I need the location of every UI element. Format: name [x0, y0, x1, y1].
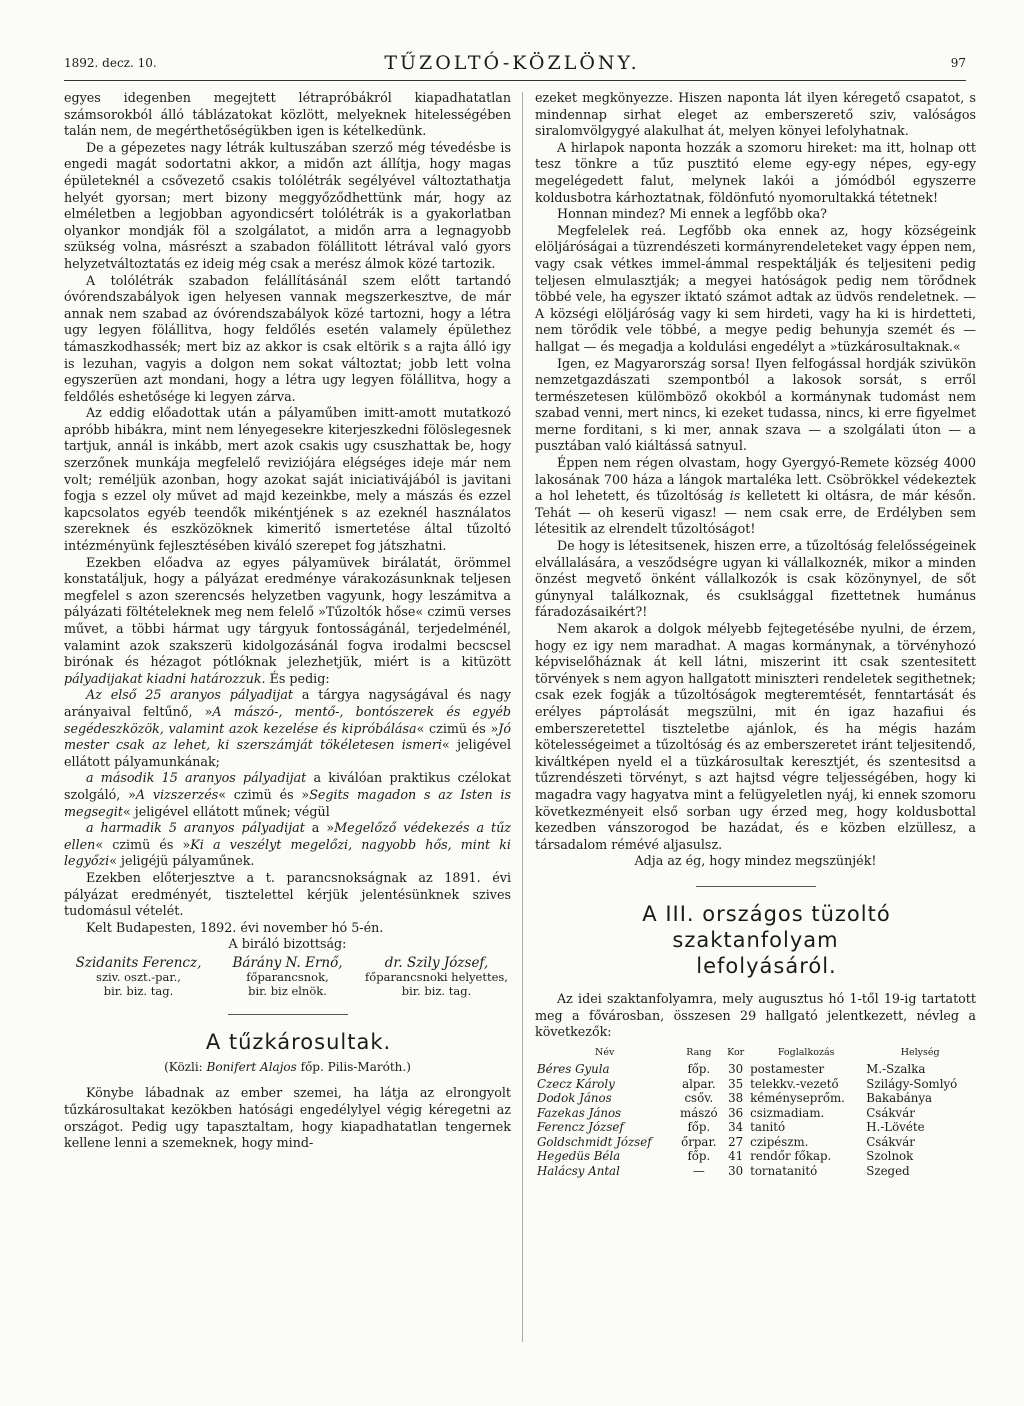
table-cell: főp.: [687, 1062, 711, 1077]
paragraph: Az első 25 aranyos pályadijat a tárgya nagyságával és nagy arányaival feltűnő, »A mászó-, mentő-, bontószerek és egyéb segédeszközök, valamint azok kezelése és kipróbálása« czimü és »Jó mester csak az lehet, ki szerszámját tökéletesen ismeri« jeligével ellátott pályamunkának;: [64, 687, 512, 769]
table-cell: Dodok János: [537, 1091, 612, 1106]
table-cell: mászó: [680, 1105, 718, 1120]
paragraph: Az idei szaktanfolyamra, mely augusztus hó 1-től 19-ig tartatott meg a fővárosban, összesen 29 hallgató jelentkezett, névleg a következők:: [535, 990, 976, 1040]
table-cell: Goldschmidt József: [537, 1134, 652, 1149]
table-cell: 41: [728, 1149, 744, 1164]
column-header: Név: [595, 1046, 615, 1058]
table-cell: telekkv.-vezető: [750, 1076, 839, 1091]
table-cell: 34: [728, 1120, 744, 1135]
header-rule: [64, 80, 966, 81]
table-cell: Béres Gyula: [537, 1062, 610, 1077]
table-row: [535, 1062, 976, 1077]
paragraph: Honnan mindez? Mi ennek a legfőbb oka?: [557, 206, 827, 222]
signature: dr. Szily József, főparancsnoki helyettes, bir. biz. tag.: [365, 954, 508, 998]
participants-table: [535, 1045, 976, 1179]
table-cell: Fazekas János: [537, 1105, 622, 1120]
paragraph: ezeket megkönyezze. Hiszen naponta lát ilyen kéregető csapatot, s mindennap sirhat eleget az emberszerető sziv, valóságos siralomvölgygyé alakulhat át, melyen könyei lefolyhatnak.: [535, 90, 976, 139]
table-row: [535, 1120, 976, 1135]
table-cell: Halácsy Antal: [537, 1163, 620, 1178]
table-cell: őrpar.: [681, 1134, 717, 1149]
table-cell: H.-Lövéte: [866, 1120, 925, 1135]
table-cell: 38: [728, 1091, 744, 1106]
signatures: [64, 956, 511, 998]
table-row: [535, 1091, 976, 1106]
column-header: Kor: [727, 1046, 745, 1058]
table-cell: Szolnok: [866, 1149, 914, 1164]
paragraph: Ezekben előterjesztve a t. parancsnokságnak az 1891. évi pályázat eredményét, tisztelettel kérjük jelentésünknek szives tudomásul vételét.: [64, 869, 511, 919]
table-cell: főp.: [687, 1120, 711, 1135]
dateline: Kelt Budapesten, 1892. évi november hó 5-én.: [86, 919, 384, 935]
section-title-line1: A III. országos tüzoltó szaktanfolyam: [642, 901, 891, 952]
section-credit: (Közli: Bonifert Alajos főp. Pilis-Maróth.): [164, 1059, 411, 1074]
table-cell: 30: [728, 1163, 744, 1178]
table-cell: 36: [728, 1105, 744, 1120]
table-cell: rendőr főkap.: [750, 1149, 832, 1164]
right-column: [535, 90, 976, 1178]
table-cell: M.-Szalka: [866, 1062, 926, 1077]
committee-label: A biráló bizottság:: [228, 936, 347, 952]
table-cell: tanitó: [750, 1120, 786, 1135]
section-rule: [696, 886, 816, 887]
page-number: 97: [950, 56, 966, 70]
paragraph: Az eddig előadottak után a pályaműben imitt-amott mutatkozó apróbb hibákra, mint nem lényegesekre kiterjeszkedni fölöslegesnek tartjuk, annál is inkább, mert azok csakis ugy csuszhattak be, hogy szerzőnek munkája megfelelő reviziójára elégséges ideje már nem volt; reméljük azonban, hogy azokat saját iniciativájából is javitani fogja s ezzel oly művet ad majd kezeinkbe, mely a mászás és ezzel kapcsolatos egyéb teendők mikéntjének s az ezeknél használatos szereknek és eszközöknek kimeritő ismertetése által tűzoltó intézményünk fejlesztésében kiváló szerepet fog játszhatni.: [64, 405, 511, 554]
masthead-title: TŰZOLTÓ-KÖZLÖNY.: [384, 52, 640, 74]
signature: Bárány N. Ernő, főparancsnok, bir. biz elnök.: [232, 954, 343, 998]
paragraph: a második 15 aranyos pályadijat a kiválóan praktikus czélokat szolgáló, »A vizszerzés« czimü és »Segits magadon s az Isten is megsegit« jeligével ellátott műnek; végül: [64, 770, 511, 819]
table-cell: alpar.: [682, 1076, 716, 1091]
paragraph: Éppen nem régen olvastam, hogy Gyergyó-Remete község 4000 lakosának 700 háza a lángok martaléka lett. Csöbrökkel védekeztek a hol lehetett, és tűzoltóság is kelletett ki oltásra, de már későn. Tehát — oh keserü vigasz! — nem csak erre, de Erdélyben sem létesitik az elrendelt tűzoltóságot!: [535, 455, 976, 537]
section-rule: [228, 1014, 348, 1015]
table-cell: —: [692, 1163, 705, 1178]
paragraph: Könybe lábadnak az ember szemei, ha látja az elrongyolt tűzkárosultakat kezökben hatósági engedélylyel végig kéregetni az országot. Pedig ugy tapasztaltam, hogy kiapadhatatlan tengernek kellene lenni a szemeknek, hogy mind-: [64, 1085, 511, 1151]
table-cell: czipészm.: [750, 1134, 809, 1149]
table-cell: Bakabánya: [866, 1091, 933, 1106]
table-cell: 35: [728, 1076, 744, 1091]
table-cell: postamester: [750, 1062, 825, 1077]
issue-date: 1892. decz. 10.: [64, 56, 157, 70]
paragraph: A hirlapok naponta hozzák a szomoru hireket: ma itt, holnap ott tesz tönkre a tűz pusztitó eleme egy-egy népes, egy-egy megelégedett falut, melynek lakói a jómódból egyszerre koldusbotra kárhoztatnak, földönfutó nyomorultakká tétetnek!: [535, 139, 976, 205]
paragraph: Megfelelek reá. Legfőbb oka ennek az, hogy községeink elöljáróságai a tüzrendészeti kormányrendeleteket vagy éppen nem, vagy csak vétkes immel-ámmal respektálják és teljesiteni pedig teljesen elmulasztják; a megyei hatóságok pedig nem törődnek többé vele, ha egyszer iktató számot adtak az üdvös rendeletnek. — A községi elöljáróság vagy ki sem hirdeti, vagy ha ki is hirdetteti, nem törődik vele többé, a megye pedig behunyja szemét és — hallgat — és megadja a koldulási engedélyt a »tüzkárosultaknak.«: [535, 222, 976, 354]
column-header: Rang: [686, 1046, 712, 1058]
signature: Szidanits Ferencz, sziv. oszt.-par., bir. biz. tag.: [75, 954, 202, 998]
section-title-line2: lefolyásáról.: [696, 953, 837, 978]
table-row: [535, 1149, 976, 1164]
left-column: [64, 90, 511, 1152]
paragraph: A tolólétrák szabadon felállításánál szem előtt tartandó óvórendszabályok igen helyesen vannak megszerkesztve, de már annak nem szabad az óvórendszabályok közé tartozni, hogy a létra ugy legyen fölállitva, hogy feldőlés esetén valamely épülethez támaszkodhassék; mert biz az akkor is csak eltörik s a rajta álló igy is lezuhan, vagyis a dolgon nem sokat változtat; jobb lett volna egyszerüen azt mondani, hogy a létra ugy legyen fölállitva, hogy a feldőlés eshetősége ki legyen zárva.: [64, 272, 511, 404]
section-title: A tűzkárosultak.: [205, 1029, 392, 1054]
table-row: [535, 1135, 976, 1150]
table-cell: 27: [728, 1134, 744, 1149]
table-cell: kéményseprőm.: [750, 1091, 845, 1106]
table-cell: főp.: [687, 1149, 711, 1164]
table-cell: csőv.: [684, 1091, 714, 1106]
table-cell: Hegedüs Béla: [537, 1149, 621, 1164]
paragraph: a harmadik 5 aranyos pályadijat a »Megelőző védekezés a tűz ellen« czimü és »Ki a veszélyt megelőzi, nagyobb hős, mint ki legyőzi« jeligéjü pályaműnek.: [64, 820, 511, 869]
paragraph: Adja az ég, hogy mindez megszünjék!: [634, 853, 877, 869]
table-cell: Csákvár: [866, 1134, 915, 1149]
column-divider: [522, 92, 523, 1342]
table-cell: Czecz Károly: [537, 1076, 615, 1091]
table-header-row: [535, 1045, 976, 1063]
table-row: [535, 1077, 976, 1092]
table-cell: csizmadiam.: [750, 1105, 825, 1120]
table-cell: Szeged: [866, 1163, 910, 1178]
paragraph: Nem akarok a dolgok mélyebb fejtegetésébe nyulni, de érzem, hogy ez igy nem maradhat. A magas kormánynak, a törvényhozó képviselőháznak át kell látni, miszerint itt csak szentesitett törvények s nem agyon hallgatott miniszteri rendeletek segithetnek; csak ezek fogják a tűzoltóságok megteremtését, fenntartását és erélyes páртolását megszülni, mit én igaz hazafiui és emberszeretettel tiszteletbe ajánlok, és ha mégis hazám kötelességeimet a tűzoltóság és az emberszeretet iránt teljesitendő, kiváltképen nyeld el a tüzkárosultak keresztjét, és szentesitsd a tűzrendészeti törvényt, s azt hajtsd végre teljességében, hogy ki magadra vagy hagyatva mint a felügyeletlen nyáj, ki ennek szomoru következményeit első sorban ugy érzed meg, hogy koldusbottal kezedben vánszorogod be hazádat, és e közben elzüllesz, a társadalom rémévé aljasulsz.: [535, 621, 976, 852]
column-header: Foglalkozás: [777, 1046, 835, 1058]
table-cell: Ferencz József: [537, 1120, 624, 1135]
table-cell: Szilágy-Somlyó: [866, 1076, 958, 1091]
paragraph: Igen, ez Magyarország sorsa! Ilyen felfogással hordják szivükön nemzetgazdászati szempontból a lakosok sorsát, s erről természetesen külömböző okokból a kormánynak tudomást nem szabad venni, mert nincs, ki ezeket tudassa, nincs, ki erre figyelmet merne forditani, s ki mer, annak szava — a szolgálati úton — a pusztában való kiáltássá satnyul.: [535, 355, 976, 454]
paragraph: De a gépezetes nagy létrák kultuszában szerző még tévedésbe is engedi magát sodortatni akkor, a midőn azt állítja, hogy magas épületeknél a csővezető csakis tolólétrák segélyével változtathatja helyét gyorsan; mert bizony meggyőződhettünk már, hogy az elméletben a legjobban agyondicsért tolólétrák is a gyakorlatban olyankor mondják föl a szolgálatot, a midőn arra a legnagyobb szükség volna, másrészt a szabadon fölállitott létrával való gyors helyzetváltoztatás ez ideig még csak a merész álmok közé tartozik.: [64, 139, 511, 271]
paragraph: egyes idegenben megejtett létrapróbákról kiapadhatatlan számsorokból álló táblázatokat közlött, melyeknek hitelességében talán nem, de megérthetőségükben igen is kételkedünk.: [64, 90, 511, 139]
table-cell: 30: [728, 1062, 744, 1077]
table-row: [535, 1106, 976, 1121]
column-header: Helység: [900, 1046, 940, 1058]
paragraph: Ezekben előadva az egyes pályamüvek birálatát, örömmel konstatáljuk, hogy a pályázat eredménye várakozásunknak teljesen megfelel s azon szerencsés helyzetben vagyunk, hogy leszámitva a pályázati föltételeknek meg nem felelő »Tűzoltók hőse« czimü verses művet, a többi hármat ugy tárgyuk fontosságánál, terjedelménél, valamint azok szakszerü kidolgozásánál fogva irodalmi becscsel birónak és hézagot pótlóknak jelezhetjük, miért is a kitüzött pályadijakat kiadni határozzuk. És pedig:: [64, 554, 511, 686]
paragraph: De hogy is létesitsenek, hiszen erre, a tűzoltóság felelősségeinek elvállalására, a vesződségre ugyan ki vállalkoznék, mikor a minden önzést megvető önként vállalkozók is csak közönynyel, de sőt gúnynyal találkoznak, és csuklsággal fizettetnek humánus fáradozásaikért?!: [535, 538, 976, 620]
table-cell: tornatanitó: [750, 1163, 818, 1178]
table-cell: Csákvár: [866, 1105, 915, 1120]
table-row: [535, 1164, 976, 1179]
